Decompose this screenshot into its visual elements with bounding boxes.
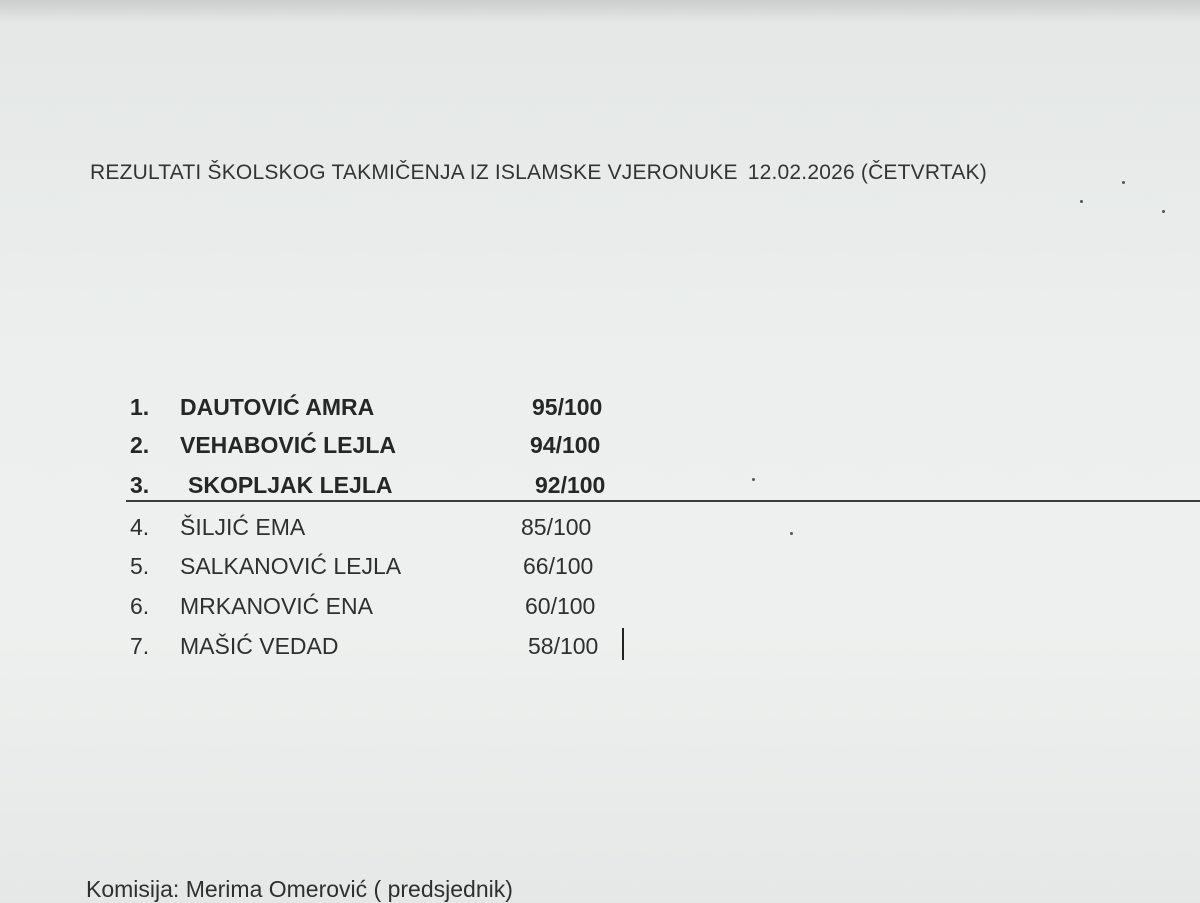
result-name: DAUTOVIĆ AMRA bbox=[180, 394, 375, 420]
result-score: 94/100 bbox=[530, 432, 601, 458]
dust-speck bbox=[790, 532, 793, 535]
dust-speck bbox=[1080, 200, 1083, 203]
result-name: SALKANOVIĆ LEJLA bbox=[180, 553, 402, 579]
result-rank: 5. bbox=[130, 553, 150, 579]
result-row-1 bbox=[130, 394, 650, 430]
result-rank: 7. bbox=[130, 633, 150, 659]
result-score: 60/100 bbox=[525, 593, 596, 619]
commission-line: Komisija: Merima Omerović ( predsjednik) bbox=[86, 876, 513, 902]
result-row-3 bbox=[130, 472, 650, 508]
result-rank: 1. bbox=[130, 394, 150, 420]
result-row-7 bbox=[130, 633, 650, 669]
result-rank: 3. bbox=[130, 472, 150, 498]
top-three-divider bbox=[126, 500, 1200, 502]
result-row-5 bbox=[130, 553, 650, 589]
result-rank: 6. bbox=[130, 593, 150, 619]
result-name: SKOPLJAK LEJLA bbox=[188, 472, 393, 498]
result-rank: 2. bbox=[130, 432, 150, 458]
result-score: 95/100 bbox=[532, 394, 603, 420]
result-name: MRKANOVIĆ ENA bbox=[180, 593, 373, 619]
result-rank: 4. bbox=[130, 514, 150, 540]
result-name: VEHABOVIĆ LEJLA bbox=[180, 432, 396, 458]
dust-speck bbox=[752, 478, 755, 481]
dust-speck bbox=[1162, 210, 1165, 213]
document-title: REZULTATI ŠKOLSKOG TAKMIČENJA IZ ISLAMSKE VJERONUKE bbox=[90, 161, 738, 184]
result-row-4 bbox=[130, 514, 650, 550]
dust-speck bbox=[1122, 181, 1125, 184]
result-score: 66/100 bbox=[523, 553, 594, 579]
result-name: MAŠIĆ VEDAD bbox=[180, 633, 339, 659]
result-row-2 bbox=[130, 432, 650, 468]
result-name: ŠILJIĆ EMA bbox=[180, 514, 306, 540]
result-row-6 bbox=[130, 593, 650, 629]
text-cursor[interactable] bbox=[622, 628, 624, 660]
result-score: 92/100 bbox=[535, 472, 606, 498]
document-date: 12.02.2026 (ČETVRTAK) bbox=[747, 161, 987, 184]
result-score: 85/100 bbox=[521, 514, 592, 540]
result-score: 58/100 bbox=[528, 633, 599, 659]
